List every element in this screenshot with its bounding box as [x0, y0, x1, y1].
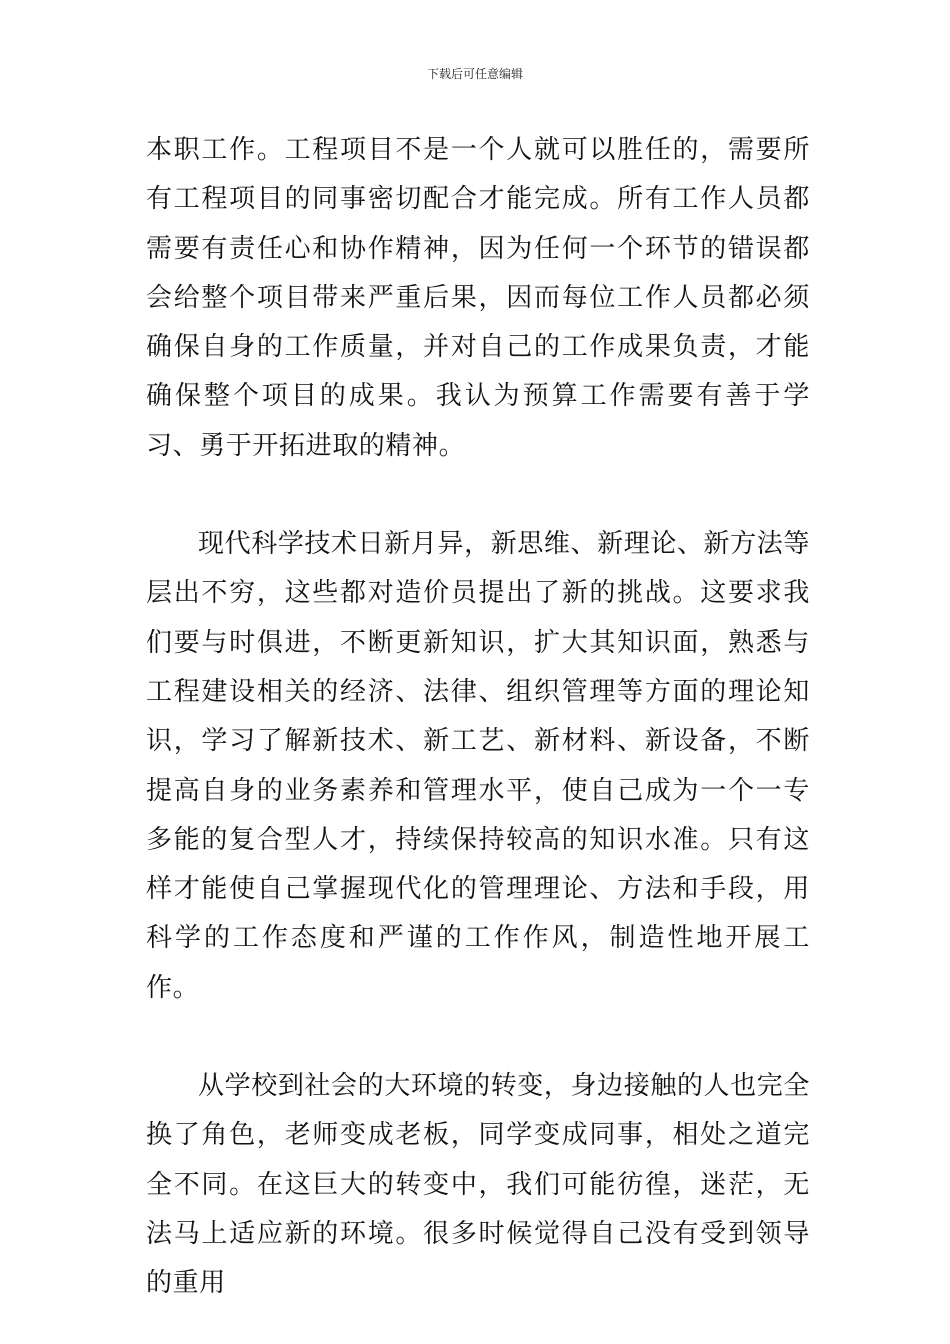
paragraph-gap	[146, 1013, 810, 1062]
paragraph-1: 本职工作。工程项目不是一个人就可以胜任的，需要所有工程项目的同事密切配合才能完成。所有工作人员都需要有责任心和协作精神，因为任何一个环节的错误都会给整个项目带来严重后果，因而每位工作人员都必须确保自身的工作质量，并对自己的工作成果负责，才能确保整个项目的成果。我认为预算工作需要有善于学习、勇于开拓进取的精神。	[146, 135, 810, 461]
document-body	[146, 126, 810, 1309]
paragraph-2: 现代科学技术日新月异，新思维、新理论、新方法等层出不穷，这些都对造价员提出了新的挑战。这要求我们要与时俱进，不断更新知识，扩大其知识面，熟悉与工程建设相关的经济、法律、组织管理等方面的理论知识，学习了解新技术、新工艺、新材料、新设备，不断提高自身的业务素养和管理水平，使自己成为一个一专多能的复合型人才，持续保持较高的知识水准。只有这样才能使自己掌握现代化的管理理论、方法和手段，用科学的工作态度和严谨的工作作风，制造性地开展工作。	[146, 529, 810, 1003]
paragraph-3: 从学校到社会的大环境的转变，身边接触的人也完全换了角色，老师变成老板，同学变成同事，相处之道完全不同。在这巨大的转变中，我们可能彷徨，迷茫，无法马上适应新的环境。很多时候觉得自己没有受到领导的重用	[146, 1071, 810, 1299]
page-header-note: 下载后可任意编辑	[426, 67, 523, 81]
paragraph-gap	[146, 471, 810, 520]
